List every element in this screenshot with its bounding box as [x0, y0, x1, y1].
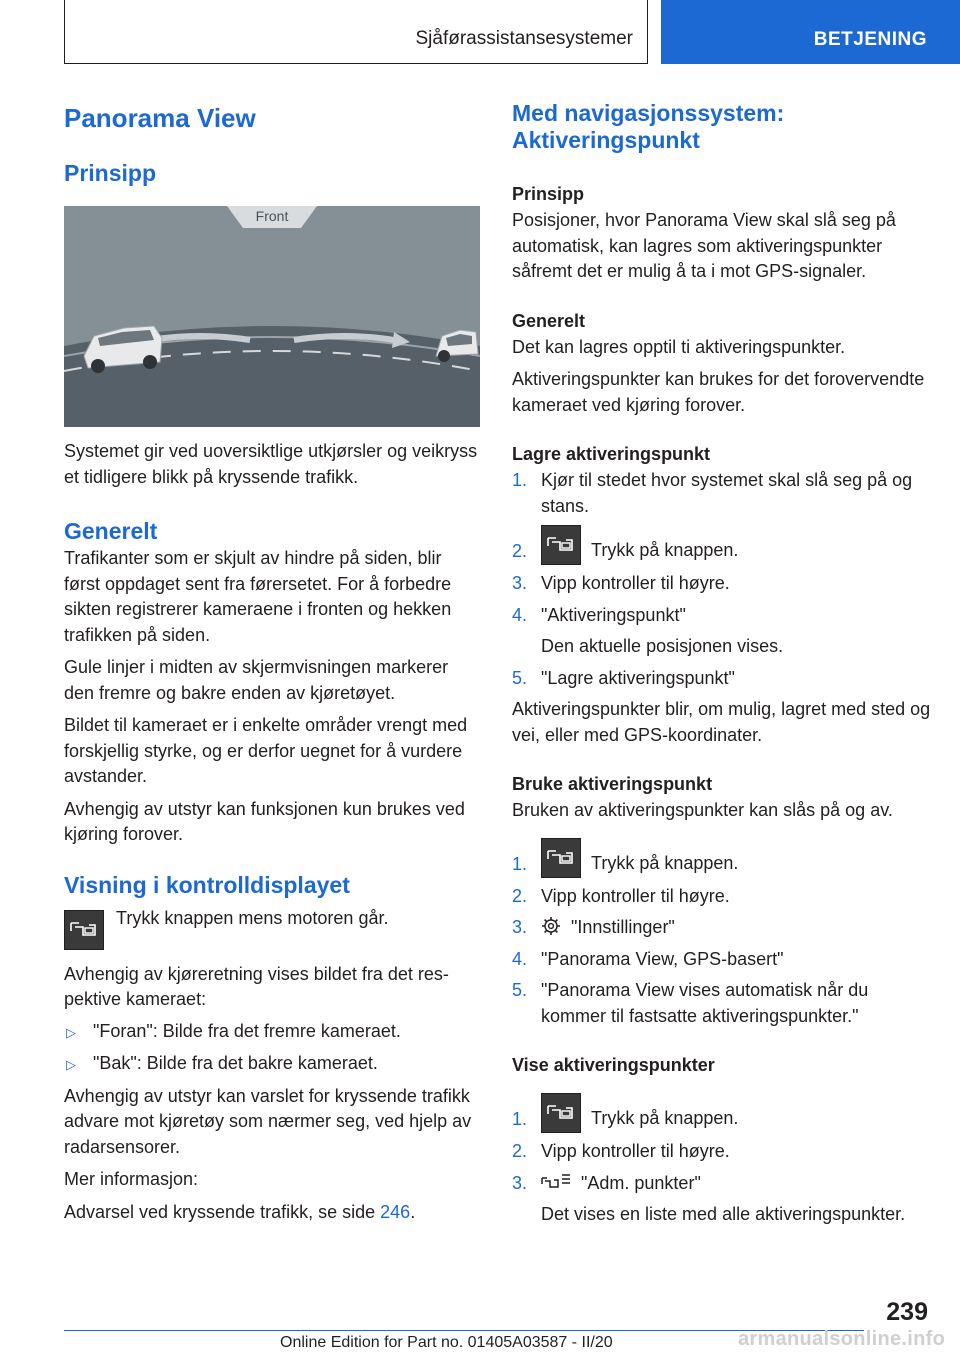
camera-button-icon: [541, 525, 581, 565]
panorama-illustration: [64, 206, 480, 427]
generelt-paragraph-3: Bildet til kameraet er i enkelte områder vrengt med forskjellig styrke, og er derfor uegnet for å vurdere avstander.: [64, 715, 468, 786]
prinsipp-heading: Prinsipp: [64, 160, 157, 186]
generelt-paragraph-4: Avhengig av utstyr kan funksjonen kun brukes ved kjøring forover.: [64, 798, 465, 844]
bruke-step-1: 1. Trykk på knappen.: [512, 838, 932, 880]
visning-heading: Visning i kontrolldisplayet: [64, 871, 350, 898]
triangle-bullet-icon: ▷: [66, 1024, 76, 1040]
r-prinsipp-heading: Prinsipp: [512, 184, 585, 204]
generelt-paragraph-2: Gule linjer i midten av skjermvisningen markerer den fremre og bakre enden av kjøretøyet.: [64, 657, 449, 703]
front-label: Front: [255, 208, 289, 224]
intro-text: Systemet gir ved uoversiktlige utkjørsler og veikryss et tidligere blikk på kryssende trafikk.: [64, 441, 478, 487]
lagre-step-2: 2. Trykk på knappen.: [512, 525, 932, 567]
header-chapter-tab: [661, 0, 960, 64]
lagre-steps: [512, 468, 932, 691]
crossref-text: Advarsel ved kryssende trafikk, se side 246.: [64, 1201, 416, 1222]
r-generelt-paragraph-2: Aktiveringspunkter kan brukes for det forovervendte kameraet ved kjøring forover.: [512, 369, 925, 415]
panorama-view-image: [64, 206, 480, 427]
generelt-heading: Generelt: [64, 518, 158, 544]
camera-button-icon: [541, 1093, 581, 1133]
direction-text: Avhengig av kjøreretning vises bildet fra det respektive kameraet:: [64, 963, 449, 1009]
settings-gear-icon: [541, 916, 561, 936]
r-generelt-heading: Generelt: [512, 310, 586, 331]
left-column: [64, 100, 480, 1225]
warning-text: Avhengig av utstyr kan varslet for kryssende trafikk advare mot kjøretøy som nærmer seg, ved hjelp av radarsensorer.: [64, 1085, 472, 1157]
triangle-bullet-icon: ▷: [66, 1057, 76, 1072]
bullet-rear: ▷ "Bak": Bilde fra det bakre kameraet.: [64, 1051, 480, 1077]
bruke-step-2: 2. Vipp kontroller til høyre.: [512, 885, 730, 906]
vise-step-3-sub: Det vises en liste med alle aktiveringspunkter.: [541, 1204, 906, 1224]
lagre-step-4-sub: Den aktuelle posisjonen vises.: [541, 636, 784, 656]
lagre-step-1: 1. Kjør til stedet hvor systemet skal slå seg på og stans.: [512, 470, 913, 516]
header-chapter-title: BETJENING: [813, 29, 927, 50]
page-title: Panorama View: [64, 103, 256, 133]
page-number: 239: [886, 1298, 928, 1326]
lagre-step-3: 3. Vipp kontroller til høyre.: [512, 573, 730, 593]
watermark-text: armanualsonline.info: [738, 1328, 946, 1350]
vise-step-2: 2. Vipp kontroller til høyre.: [512, 1141, 730, 1161]
lagre-step-5: 5. "Lagre aktiveringspunkt": [512, 667, 735, 688]
bruke-heading: Bruke aktiveringspunkt: [512, 774, 713, 794]
camera-button-icon: [64, 910, 104, 950]
generelt-paragraph-1: Trafikanter som er skjult av hindre på siden, blir først oppdaget sent fra førersetet. For å forbedre sikten registrerer kameraene i fronten og hekken trafikken på siden.: [64, 548, 452, 645]
crossref-page-link[interactable]: 246: [380, 1201, 411, 1222]
camera-button-icon: [541, 838, 581, 878]
header-section-title: Sjåførassistansesystemer: [415, 28, 633, 49]
right-column: [512, 100, 932, 1228]
more-info-text: Mer informasjon:: [64, 1169, 199, 1189]
lagre-after-text: Aktiveringspunkter blir, om mulig, lagret med sted og vei, eller med GPS-koordinater.: [512, 699, 931, 745]
vise-heading: Vise aktiveringspunkter: [512, 1055, 715, 1075]
navigation-heading: Med navigasjonssystem: Aktiveringspunkt: [512, 100, 785, 153]
vise-step-3: 3. "Adm. punkter": [512, 1172, 701, 1193]
bruke-text: Bruken av aktiveringspunkter kan slås på og av.: [512, 800, 893, 820]
footer-edition: Online Edition for Part no. 01405A03587 - II/20: [280, 1334, 613, 1351]
visning-text: Trykk knappen mens motoren går.: [116, 907, 389, 928]
camera-bullets: [64, 1019, 480, 1077]
bruke-step-3: 3. "Innstillinger": [512, 917, 675, 937]
lagre-heading: Lagre aktiveringspunkt: [512, 444, 711, 464]
vise-step-1: 1. Trykk på knappen.: [512, 1093, 932, 1135]
r-prinsipp-text: Posisjoner, hvor Panorama View skal slå seg på automatisk, kan lagres som aktiveringspunkter såfremt det er mulig å ta i mot GPS-signaler.: [512, 210, 896, 281]
header-section-tab: [64, 0, 648, 64]
bullet-front: ▷ "Foran": Bilde fra det fremre kameraet.: [64, 1019, 480, 1045]
visning-row: [64, 906, 480, 952]
vise-steps: [512, 1093, 932, 1228]
bruke-step-5: 5. "Panorama View vises automatisk når du kommer til fastsatte aktiveringspunkter.": [512, 980, 869, 1026]
bruke-step-4: 4. "Panorama View, GPS-basert": [512, 948, 784, 969]
bruke-steps: [512, 838, 932, 1030]
r-generelt-paragraph-1: Det kan lagres opptil ti aktiveringspunkter.: [512, 336, 846, 357]
lagre-step-4: 4. "Aktiveringspunkt": [512, 604, 686, 625]
manage-points-icon: [541, 1172, 571, 1192]
